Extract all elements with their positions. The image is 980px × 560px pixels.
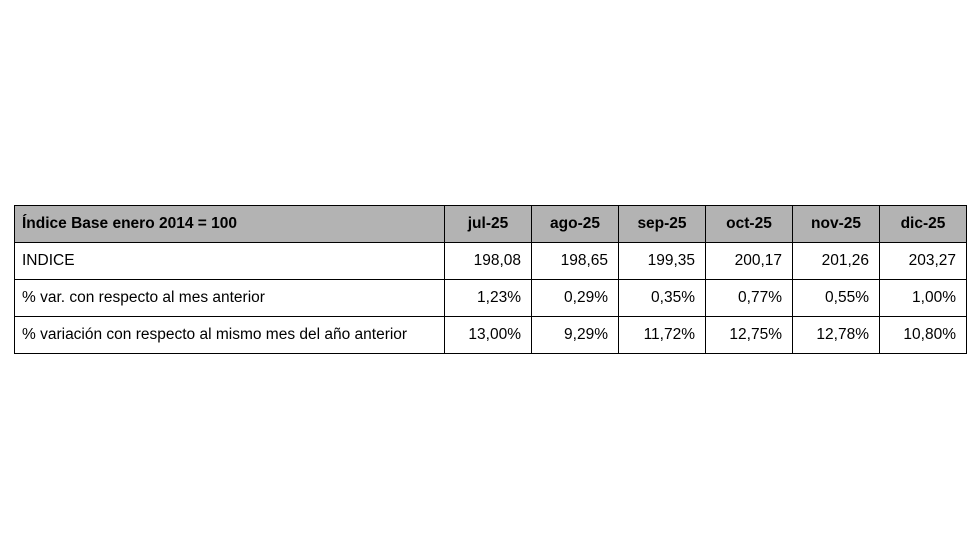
table-row bbox=[15, 243, 967, 280]
cell-var-mes-ago-25: 0,29% bbox=[532, 280, 619, 317]
column-header-nov-25: nov-25 bbox=[793, 206, 880, 243]
table-header-row bbox=[15, 206, 967, 243]
table-row bbox=[15, 280, 967, 317]
column-header-ago-25: ago-25 bbox=[532, 206, 619, 243]
column-header-dic-25: dic-25 bbox=[880, 206, 967, 243]
row-label-var-interanual: % variación con respecto al mismo mes del año anterior bbox=[15, 317, 445, 354]
cell-var-anual-dic-25: 10,80% bbox=[880, 317, 967, 354]
cell-indice-jul-25: 198,08 bbox=[445, 243, 532, 280]
column-header-sep-25: sep-25 bbox=[619, 206, 706, 243]
cell-indice-ago-25: 198,65 bbox=[532, 243, 619, 280]
cell-var-anual-oct-25: 12,75% bbox=[706, 317, 793, 354]
column-header-jul-25: jul-25 bbox=[445, 206, 532, 243]
cell-var-mes-sep-25: 0,35% bbox=[619, 280, 706, 317]
cell-indice-nov-25: 201,26 bbox=[793, 243, 880, 280]
table-body bbox=[15, 243, 967, 354]
cell-var-anual-sep-25: 11,72% bbox=[619, 317, 706, 354]
cell-indice-sep-25: 199,35 bbox=[619, 243, 706, 280]
index-table bbox=[14, 205, 967, 354]
table-header bbox=[15, 206, 967, 243]
column-header-oct-25: oct-25 bbox=[706, 206, 793, 243]
cell-var-anual-jul-25: 13,00% bbox=[445, 317, 532, 354]
table-title: Índice Base enero 2014 = 100 bbox=[15, 206, 445, 243]
row-label-var-mes-anterior: % var. con respecto al mes anterior bbox=[15, 280, 445, 317]
row-label-indice: INDICE bbox=[15, 243, 445, 280]
cell-indice-oct-25: 200,17 bbox=[706, 243, 793, 280]
cell-var-mes-oct-25: 0,77% bbox=[706, 280, 793, 317]
cell-var-anual-ago-25: 9,29% bbox=[532, 317, 619, 354]
index-table-container bbox=[14, 205, 966, 354]
cell-indice-dic-25: 203,27 bbox=[880, 243, 967, 280]
cell-var-mes-nov-25: 0,55% bbox=[793, 280, 880, 317]
cell-var-mes-jul-25: 1,23% bbox=[445, 280, 532, 317]
cell-var-anual-nov-25: 12,78% bbox=[793, 317, 880, 354]
table-row bbox=[15, 317, 967, 354]
cell-var-mes-dic-25: 1,00% bbox=[880, 280, 967, 317]
